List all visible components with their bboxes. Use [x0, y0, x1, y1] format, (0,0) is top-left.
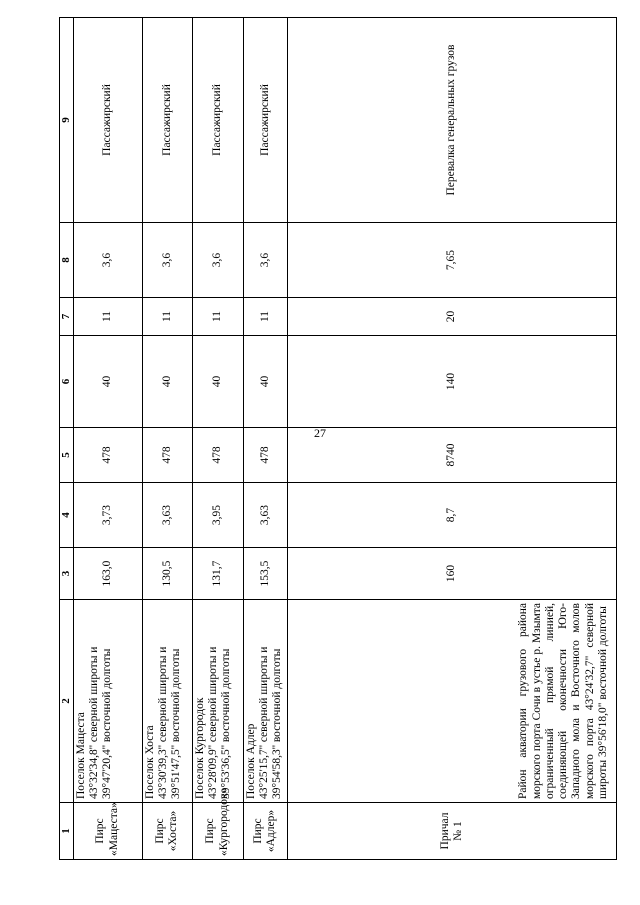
- location-line: Поселок Мацеста: [74, 712, 87, 799]
- col-header-3: 3: [60, 548, 74, 600]
- cell-c6: 40: [73, 336, 142, 428]
- cell-c3: 131,7: [192, 548, 243, 600]
- cell-c8: 7,65: [287, 223, 616, 298]
- col-header-7: 7: [60, 298, 74, 336]
- cell-c6: 40: [192, 336, 243, 428]
- cell-c8: 3,6: [73, 223, 142, 298]
- cell-c9: Пассажирский: [73, 18, 142, 223]
- pier-location: [142, 600, 192, 803]
- cell-c6: 140: [287, 336, 616, 428]
- pier-name: Пирс «Хоста»: [142, 803, 192, 860]
- location-line: 39°47'20,4'' восточной долготы: [101, 648, 114, 799]
- cell-c8: 3,6: [192, 223, 243, 298]
- col-header-6: 6: [60, 336, 74, 428]
- cell-c5: 478: [142, 428, 192, 483]
- cell-c4: 3,63: [243, 483, 287, 548]
- cell-c3: 160: [287, 548, 616, 600]
- cell-c9: Перевалка генеральных грузов: [287, 18, 616, 223]
- pier-name: Пирс «Адлер»: [243, 803, 287, 860]
- cell-c4: 3,73: [73, 483, 142, 548]
- col-header-9: 9: [60, 18, 74, 223]
- location-line: 39°51'47,5'' восточной долготы: [170, 648, 183, 799]
- pier-name: Пирс «Кургородок»: [192, 803, 243, 860]
- cell-c5: 478: [243, 428, 287, 483]
- location-line: 43°30'39,3'' северной широты и: [156, 646, 169, 799]
- col-header-8: 8: [60, 223, 74, 298]
- location-line: Поселок Хоста: [143, 725, 156, 799]
- cell-c7: 11: [192, 298, 243, 336]
- col-header-1: 1: [60, 803, 74, 860]
- cell-c9: Пассажирский: [243, 18, 287, 223]
- table-row: [287, 18, 616, 860]
- table-row: [73, 18, 142, 860]
- col-header-4: 4: [60, 483, 74, 548]
- pier-location: [192, 600, 243, 803]
- cell-c5: 478: [192, 428, 243, 483]
- location-line: 43°32'34,8'' северной широты и: [87, 646, 100, 799]
- cell-c7: 11: [243, 298, 287, 336]
- cell-c5: 478: [73, 428, 142, 483]
- cell-c7: 20: [287, 298, 616, 336]
- page-number: 27: [314, 426, 326, 440]
- location-line: Поселок Адлер: [244, 723, 257, 799]
- table-row: [192, 18, 243, 860]
- cell-c9: Пассажирский: [192, 18, 243, 223]
- cell-c7: 11: [142, 298, 192, 336]
- pier-name: Пирс «Мацеста»: [73, 803, 142, 860]
- pier-name: Причал № 1: [287, 803, 616, 860]
- cell-c5: 8740: [287, 428, 616, 483]
- location-line: 39°53'36,5'' восточной долготы: [220, 648, 233, 799]
- pier-location: Район акватории грузового района морского порта Сочи в устье р. Мзымта ограниченный прямой линией, соединяющей оконечности Юго-Западного мола и Восточного молов морского порта 43°24'32,7" северной широты 39°56'18,0" восточной долготы: [287, 600, 616, 803]
- pier-location: [243, 600, 287, 803]
- rotated-table-wrapper: [59, 18, 617, 860]
- location-line: 43°25'15,7'' северной широты и: [257, 646, 270, 799]
- location-line: 39°54'58,3'' восточной долготы: [271, 648, 284, 799]
- cell-c8: 3,6: [142, 223, 192, 298]
- cell-c4: 8,7: [287, 483, 616, 548]
- cell-c3: 130,5: [142, 548, 192, 600]
- col-header-2: 2: [60, 600, 74, 803]
- cell-c4: 3,95: [192, 483, 243, 548]
- cell-c3: 163,0: [73, 548, 142, 600]
- table-row: [142, 18, 192, 860]
- cell-c3: 153,5: [243, 548, 287, 600]
- cell-c6: 40: [243, 336, 287, 428]
- cell-c7: 11: [73, 298, 142, 336]
- cell-c9: Пассажирский: [142, 18, 192, 223]
- location-line: 43°28'09,9'' северной широты и: [206, 646, 219, 799]
- pier-location: [73, 600, 142, 803]
- berth-table: [59, 17, 617, 860]
- cell-c6: 40: [142, 336, 192, 428]
- col-header-5: 5: [60, 428, 74, 483]
- cell-c4: 3,63: [142, 483, 192, 548]
- location-line: Поселок Кургородок: [193, 697, 206, 799]
- header-row: [60, 18, 74, 860]
- cell-c8: 3,6: [243, 223, 287, 298]
- table-row: [243, 18, 287, 860]
